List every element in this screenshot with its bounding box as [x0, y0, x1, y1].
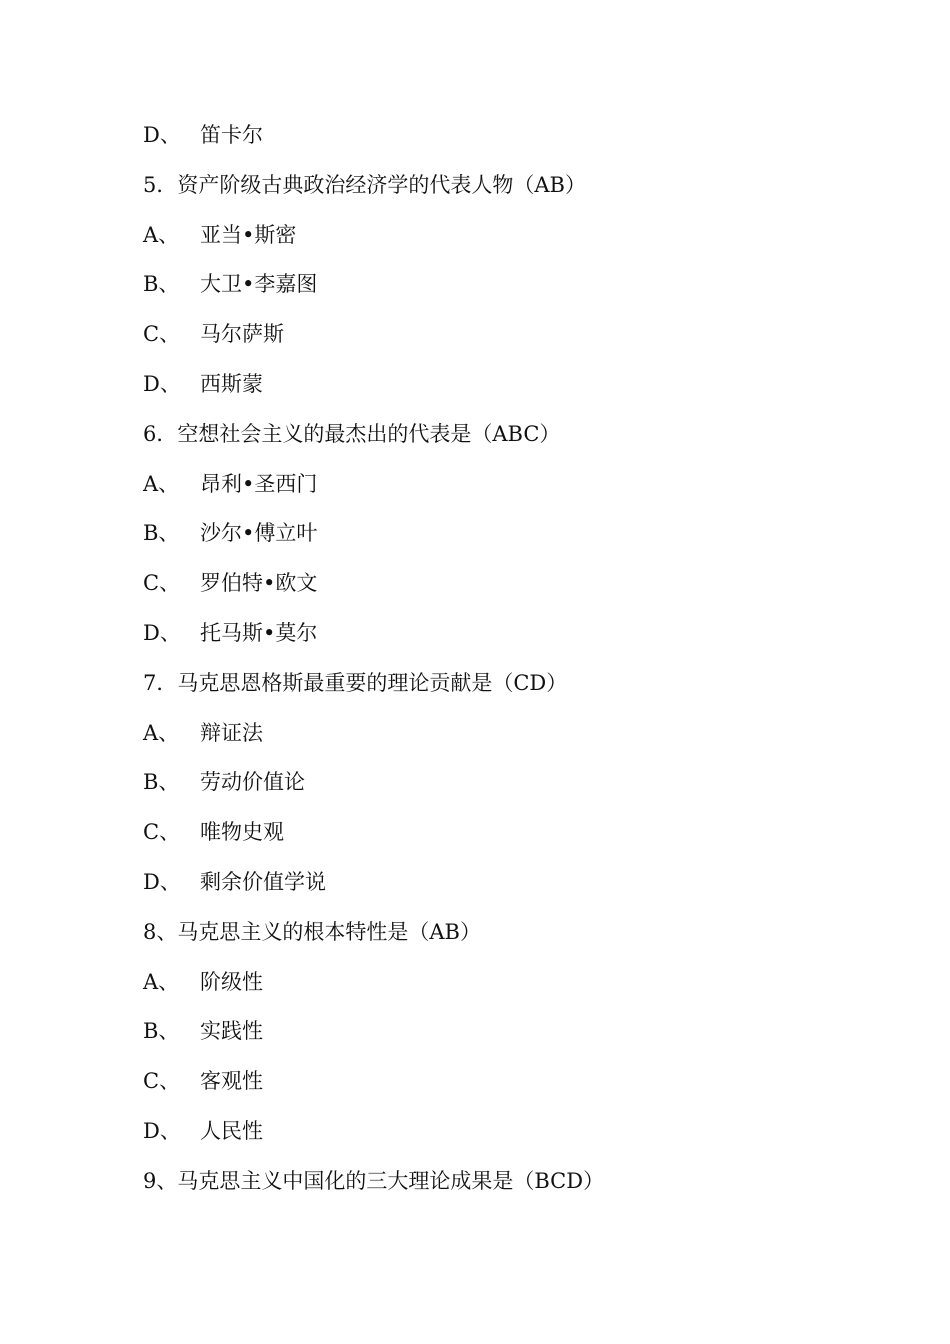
option-line: [143, 864, 903, 914]
option-text: 西斯蒙: [200, 371, 263, 396]
option-text: 人民性: [200, 1118, 263, 1143]
option-letter: D、: [143, 371, 181, 396]
option-letter: D、: [143, 123, 181, 147]
option-text: 辩证法: [200, 720, 263, 745]
option-text: 阶级性: [200, 969, 263, 994]
option-line: [143, 466, 903, 516]
option-line: [143, 764, 903, 814]
option-line: [143, 565, 903, 615]
option-letter: C、: [143, 820, 181, 845]
option-letter: A、: [143, 720, 180, 745]
option-text: 实践性: [200, 1019, 263, 1044]
option-text: 马尔萨斯: [200, 322, 284, 347]
option-line: [143, 316, 903, 366]
option-text: 亚当•斯密: [200, 222, 297, 247]
option-letter: D、: [143, 620, 181, 645]
option-letter: C、: [143, 571, 181, 596]
option-line: [143, 964, 903, 1014]
question-text: 7．马克思恩格斯最重要的理论贡献是（CD）: [143, 670, 568, 695]
option-letter: B、: [143, 521, 180, 546]
question-line: [143, 914, 903, 964]
option-text: 沙尔•傅立叶: [200, 521, 318, 546]
question-list: [143, 117, 903, 1213]
option-text: 托马斯•莫尔: [200, 620, 318, 645]
option-text: 客观性: [200, 1069, 263, 1094]
option-letter: A、: [143, 969, 180, 994]
option-letter: B、: [143, 1019, 180, 1044]
question-line: [143, 416, 903, 466]
option-letter: B、: [143, 272, 180, 297]
option-text: 罗伯特•欧文: [200, 571, 318, 596]
option-line: [143, 217, 903, 267]
option-letter: A、: [143, 222, 180, 247]
option-text: 唯物史观: [200, 820, 284, 845]
question-line: [143, 665, 903, 715]
option-line: [143, 366, 903, 416]
question-line: [143, 1163, 903, 1213]
option-letter: C、: [143, 1069, 181, 1094]
option-line: [143, 1113, 903, 1163]
option-line: [143, 715, 903, 765]
option-text: 剩余价值学说: [200, 869, 326, 894]
option-letter: D、: [143, 1118, 181, 1143]
question-text: 9、马克思主义中国化的三大理论成果是（BCD）: [143, 1168, 605, 1193]
option-line: [143, 266, 903, 316]
option-line: [143, 814, 903, 864]
option-letter: C、: [143, 322, 181, 347]
option-line: [143, 515, 903, 565]
question-text: 5．资产阶级古典政治经济学的代表人物（AB）: [143, 172, 586, 197]
option-letter: A、: [143, 471, 180, 496]
option-letter: D、: [143, 869, 181, 894]
option-letter: B、: [143, 770, 180, 795]
option-line: [143, 615, 903, 665]
option-line: [143, 117, 903, 167]
option-text: 昂利•圣西门: [200, 471, 318, 496]
question-line: [143, 167, 903, 217]
option-text: 笛卡尔: [200, 123, 263, 147]
question-text: 6．空想社会主义的最杰出的代表是（ABC）: [143, 421, 561, 446]
option-text: 劳动价值论: [200, 770, 305, 795]
option-text: 大卫•李嘉图: [200, 272, 318, 297]
option-line: [143, 1063, 903, 1113]
question-text: 8、马克思主义的根本特性是（AB）: [143, 919, 481, 944]
option-line: [143, 1013, 903, 1063]
